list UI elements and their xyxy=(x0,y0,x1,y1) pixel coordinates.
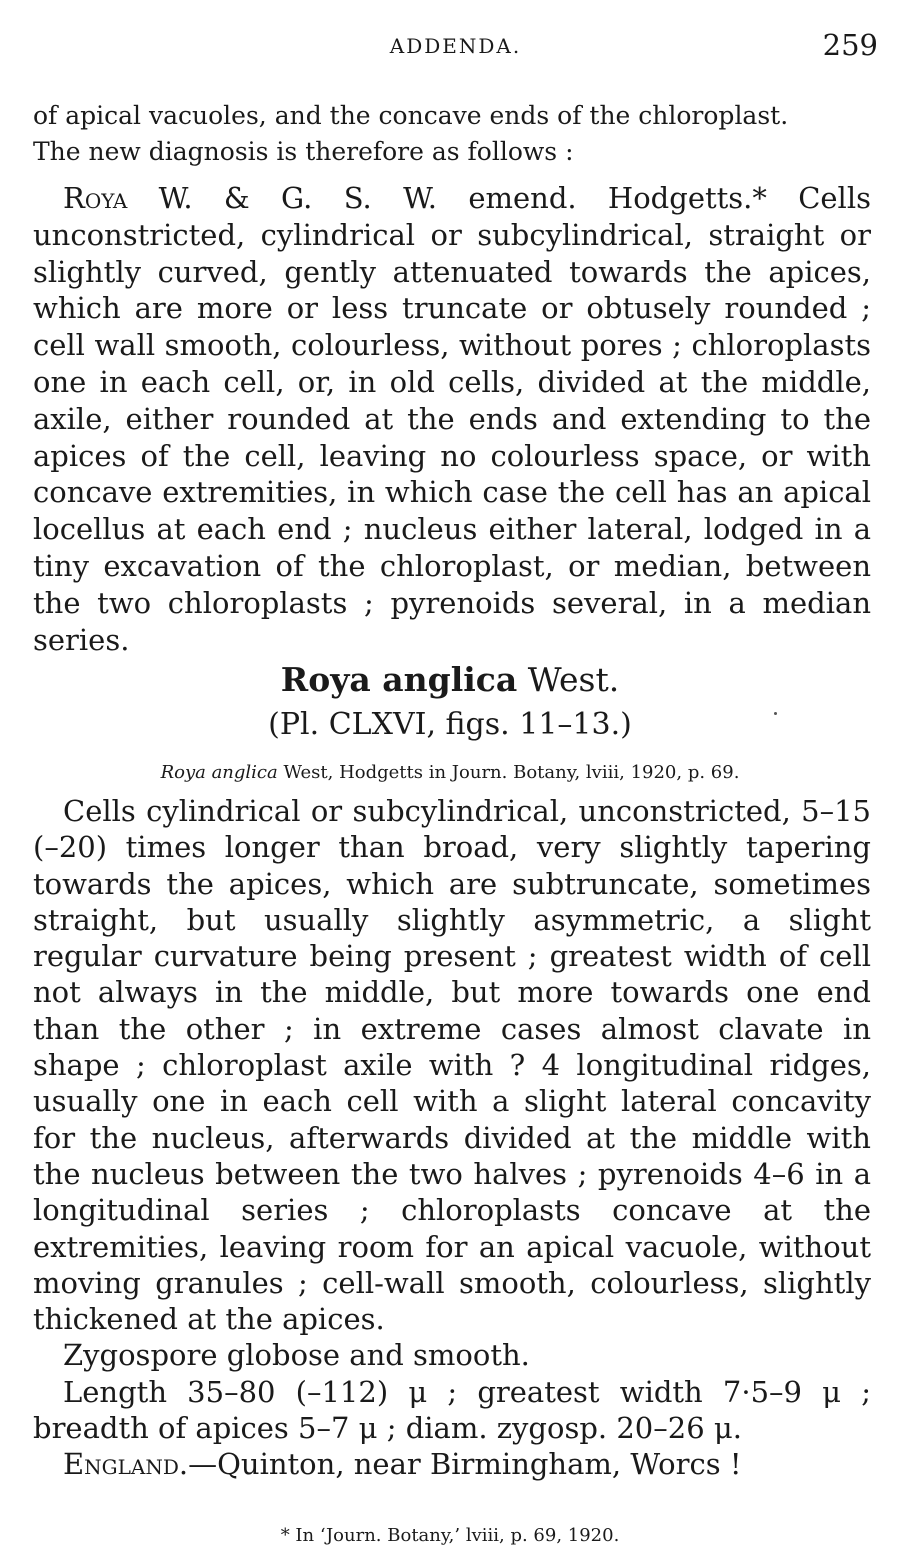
species-name: Roya anglica xyxy=(280,660,518,699)
genus-authority: W. & G. S. W. emend. Hodgetts.* xyxy=(127,181,799,215)
locality-label: England. xyxy=(63,1447,189,1482)
citation-text: West, Hodgetts in Journ. Botany, lviii, 1920, p. 69. xyxy=(277,762,740,783)
species-description xyxy=(33,793,871,1483)
diagnosis-text: Cells unconstricted, cylindrical or subcylindrical, straight or slightly curved, gently attenuated towards the apices, which are more or less truncate or obtusely rounded ; cell wall smooth, colourless, without pores ; chloroplasts one in each cell, or, in old cells, divided at the middle, axile, either rounded at the ends and extending to the apices of the cell, leaving no colourless space, or with concave extremities, in which case the cell has an apical locellus at each end ; nucleus either lateral, lodged in a tiny excavation of the chloroplast, or median, between the two chloroplasts ; pyrenoids several, in a median series. xyxy=(33,181,871,657)
intro-line-2: The new diagnosis is therefore as follows : xyxy=(33,137,574,166)
locality-text: —Quinton, near Birmingham, Worcs ! xyxy=(188,1447,742,1482)
description-paragraph: Cells cylindrical or subcylindrical, unconstricted, 5–15 (–20) times longer than broad, very slightly tapering towards the apices, which are subtruncate, sometimes straight, but usually slightly asymmetric, a slight regular curvature being present ; greatest width of cell not always in the middle, but more towards one end than the other ; in extreme cases almost clavate in shape ; chloroplast axile with ? 4 longitudinal ridges, usually one in each cell with a slight lateral concavity for the nucleus, afterwards divided at the middle with the nucleus between the two halves ; pyrenoids 4–6 in a longitudinal series ; chloroplasts concave at the extremities, leaving room for an apical vacuole, without moving granules ; cell-wall smooth, colourless, slightly thickened at the apices. xyxy=(33,794,871,1337)
species-citation xyxy=(0,760,900,786)
speck-mark xyxy=(774,712,777,715)
citation-species-name: Roya anglica xyxy=(160,762,278,783)
plate-reference: (Pl. CLXVI, figs. 11–13.) xyxy=(268,707,632,742)
zygospore-paragraph: Zygospore globose and smooth. xyxy=(63,1338,530,1373)
genus-diagnosis xyxy=(33,180,871,658)
page-number: 259 xyxy=(822,28,878,62)
page-header xyxy=(33,28,878,68)
species-heading xyxy=(0,660,900,700)
running-head: ADDENDA. xyxy=(389,34,522,58)
footnote: * In ‘Journ. Botany,’ lviii, p. 69, 1920. xyxy=(280,1525,620,1546)
intro-paragraph xyxy=(33,98,871,170)
genus-name: Roya xyxy=(63,181,128,215)
intro-line-1: of apical vacuoles, and the concave ends of the chloroplast. xyxy=(33,101,789,130)
species-authority: West. xyxy=(517,660,620,699)
locality-paragraph xyxy=(33,1446,871,1482)
measurements-paragraph: Length 35–80 (–112) μ ; greatest width 7·5–9 μ ; breadth of apices 5–7 μ ; diam. zygosp. 20–26 μ. xyxy=(33,1374,871,1446)
